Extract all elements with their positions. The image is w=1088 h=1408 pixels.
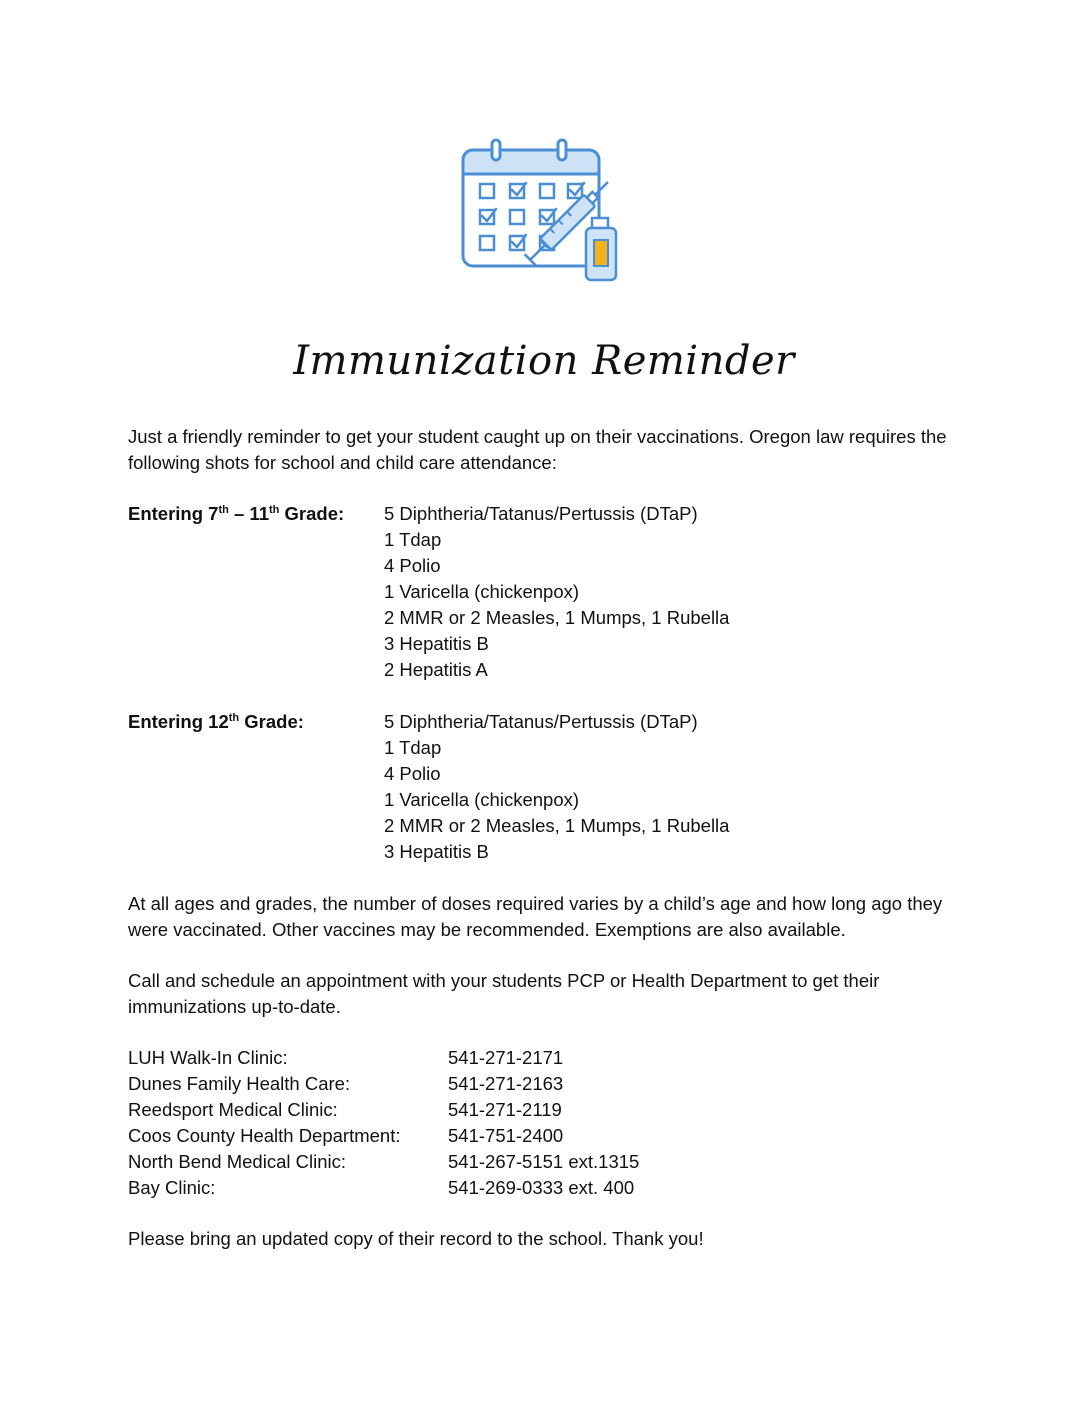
list-item: 1 Tdap [384,529,442,550]
clinic-phone: 541-271-2163 [448,1073,564,1094]
clinic-name: LUH Walk-In Clinic: [128,1047,288,1068]
list-item: 1 Tdap [384,737,442,758]
list-item: 3 Hepatitis B [384,633,489,654]
list-item: 4 Polio [384,763,441,784]
list-item: 3 Hepatitis B [384,841,489,862]
list-item: 5 Diphtheria/Tatanus/Pertussis (DTaP) [384,711,698,732]
clinic-name: Bay Clinic: [128,1177,216,1198]
vaccine-list-12 [384,709,729,865]
clinic-row [128,1097,639,1123]
clinic-phone: 541-751-2400 [448,1125,564,1146]
clinic-name: Coos County Health Department: [128,1125,401,1146]
list-item: 2 Hepatitis A [384,659,488,680]
clinic-row [128,1149,639,1175]
list-item: 1 Varicella (chickenpox) [384,789,580,810]
list-item: 4 Polio [384,555,441,576]
clinic-name: North Bend Medical Clinic: [128,1151,346,1172]
list-item: 2 MMR or 2 Measles, 1 Mumps, 1 Rubella [384,607,730,628]
clinic-phone: 541-271-2119 [448,1099,562,1120]
clinic-name: Reedsport Medical Clinic: [128,1099,338,1120]
calendar-vaccine-icon [458,136,628,296]
list-item: 1 Varicella (chickenpox) [384,581,580,602]
list-item: 2 MMR or 2 Measles, 1 Mumps, 1 Rubella [384,815,730,836]
clinic-list [128,1045,639,1201]
clinic-phone: 541-271-2171 [448,1047,564,1068]
clinic-row [128,1045,639,1071]
group-label-12: Entering 12th Grade: [128,711,304,732]
group-label-7-11: Entering 7th – 11th Grade: [128,503,345,524]
ages-note: At all ages and grades, the number of doses required varies by a child’s age and how long ago they were vaccinated. Other vaccines may be recommended. Exemptions are also available. [128,893,943,940]
call-note: Call and schedule an appointment with your students PCP or Health Department to get their immunizations up-to-date. [128,970,880,1017]
clinic-row [128,1123,639,1149]
clinic-row [128,1071,639,1097]
intro-paragraph: Just a friendly reminder to get your student caught up on their vaccinations. Oregon law requires the following shots for school and child care attendance: [128,426,947,473]
clinic-phone: 541-269-0333 ext. 400 [448,1177,635,1198]
page-title: Immunization Reminder [293,338,795,384]
clinic-row [128,1175,639,1201]
clinic-phone: 541-267-5151 ext.1315 [448,1151,640,1172]
closing-note: Please bring an updated copy of their record to the school. Thank you! [128,1228,704,1249]
vaccine-list-7-11 [384,501,729,683]
list-item: 5 Diphtheria/Tatanus/Pertussis (DTaP) [384,503,698,524]
clinic-name: Dunes Family Health Care: [128,1073,351,1094]
